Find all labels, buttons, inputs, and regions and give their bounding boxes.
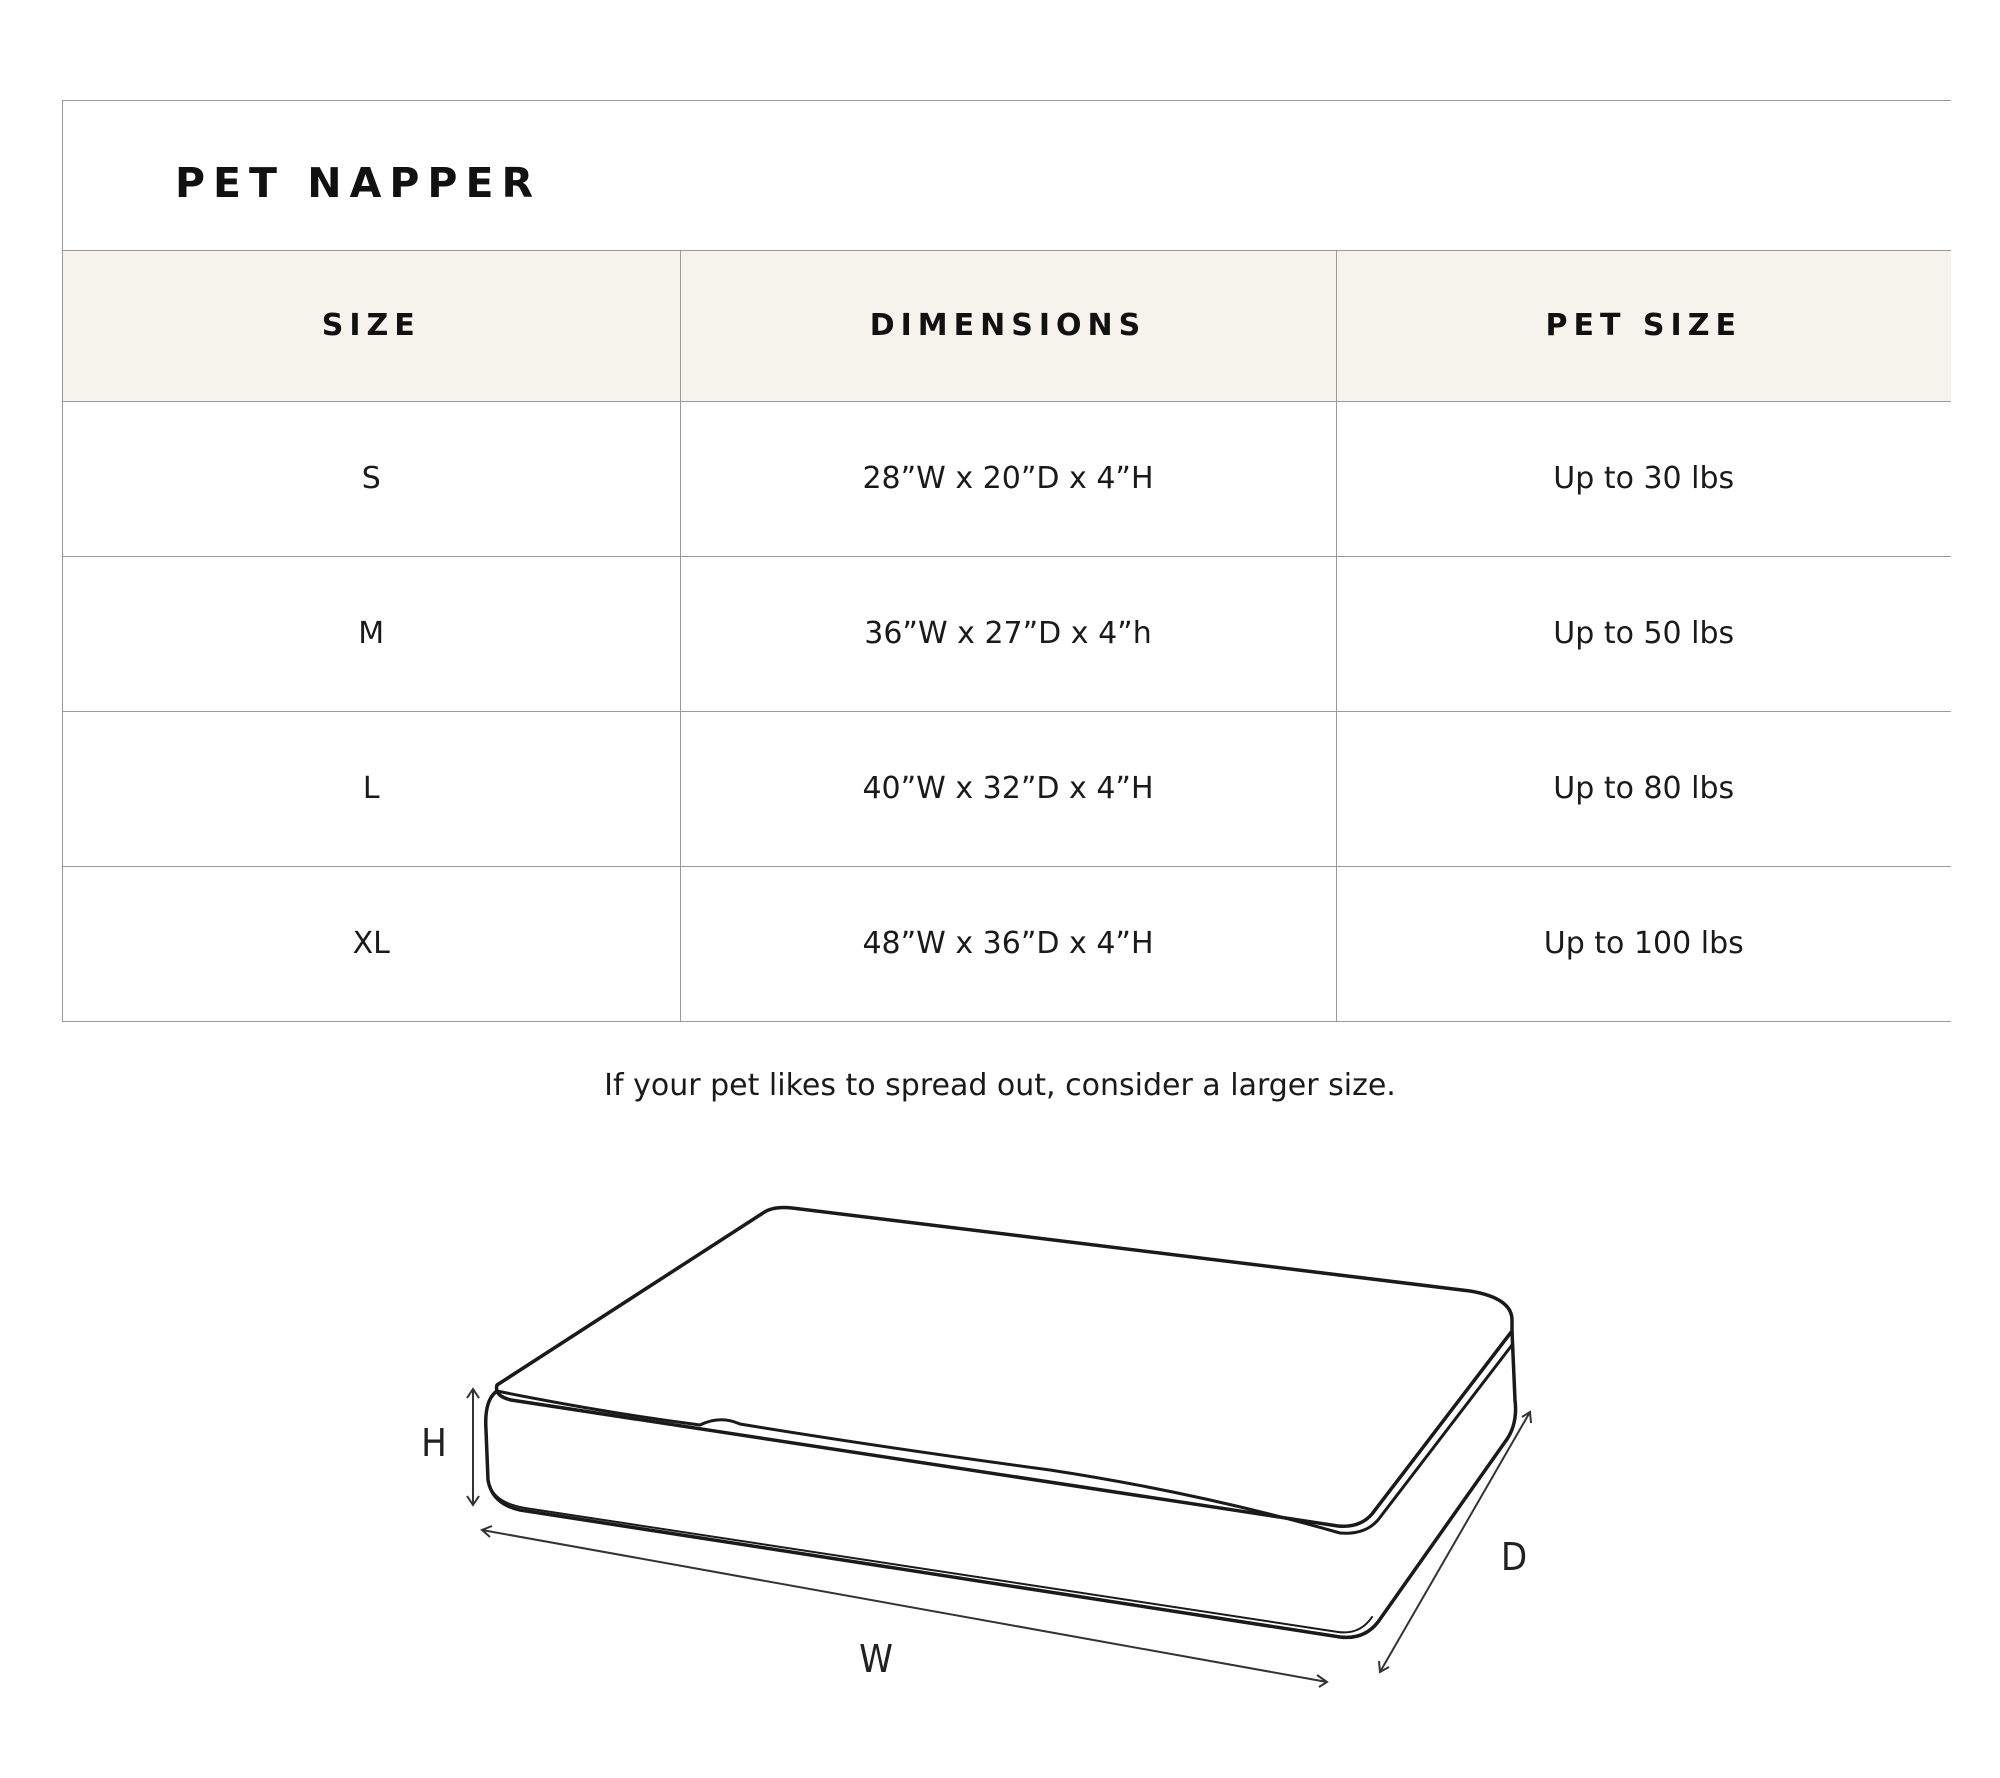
width-arrow-left	[482, 1526, 492, 1537]
depth-arrow-top	[1522, 1412, 1531, 1423]
size-note: If your pet likes to spread out, consider a larger size.	[604, 1068, 1396, 1103]
bed-piping	[497, 1345, 1512, 1533]
size-table	[63, 251, 1951, 1022]
dimensions-cell: 36”W x 27”D x 4”h	[680, 556, 1336, 711]
size-cell: L	[63, 711, 680, 866]
dimensions-cell: 40”W x 32”D x 4”H	[680, 711, 1336, 866]
table-row	[63, 556, 1951, 711]
size-cell: M	[63, 556, 680, 711]
bed-base-outline	[486, 1331, 1516, 1637]
table-row	[63, 401, 1951, 556]
pet-size-cell: Up to 50 lbs	[1336, 556, 1951, 711]
size-chart	[62, 100, 1951, 1022]
column-header-dimensions: DIMENSIONS	[680, 251, 1336, 401]
height-arrow-top	[467, 1389, 479, 1398]
page-title: PET NAPPER	[175, 159, 542, 207]
pet-size-cell: Up to 80 lbs	[1336, 711, 1951, 866]
title-row	[63, 101, 1951, 251]
height-arrow-bottom	[467, 1496, 479, 1505]
dimensions-cell: 28”W x 20”D x 4”H	[680, 401, 1336, 556]
bed-bottom-seam	[490, 1486, 1372, 1632]
depth-dimension-line	[1380, 1412, 1530, 1672]
height-label: H	[421, 1421, 447, 1465]
width-arrow-right	[1317, 1675, 1327, 1687]
size-cell: XL	[63, 866, 680, 1021]
table-header-row	[63, 251, 1951, 401]
column-header-size: SIZE	[63, 251, 680, 401]
bed-top-outline	[497, 1208, 1512, 1527]
dimensions-cell: 48”W x 36”D x 4”H	[680, 866, 1336, 1021]
size-cell: S	[63, 401, 680, 556]
width-label: W	[859, 1637, 893, 1681]
pet-size-cell: Up to 100 lbs	[1336, 866, 1951, 1021]
pet-size-cell: Up to 30 lbs	[1336, 401, 1951, 556]
width-dimension-line	[482, 1530, 1327, 1682]
column-header-pet-size: PET SIZE	[1336, 251, 1951, 401]
table-row	[63, 866, 1951, 1021]
depth-label: D	[1500, 1535, 1528, 1579]
table-row	[63, 711, 1951, 866]
depth-arrow-bottom	[1379, 1661, 1389, 1672]
